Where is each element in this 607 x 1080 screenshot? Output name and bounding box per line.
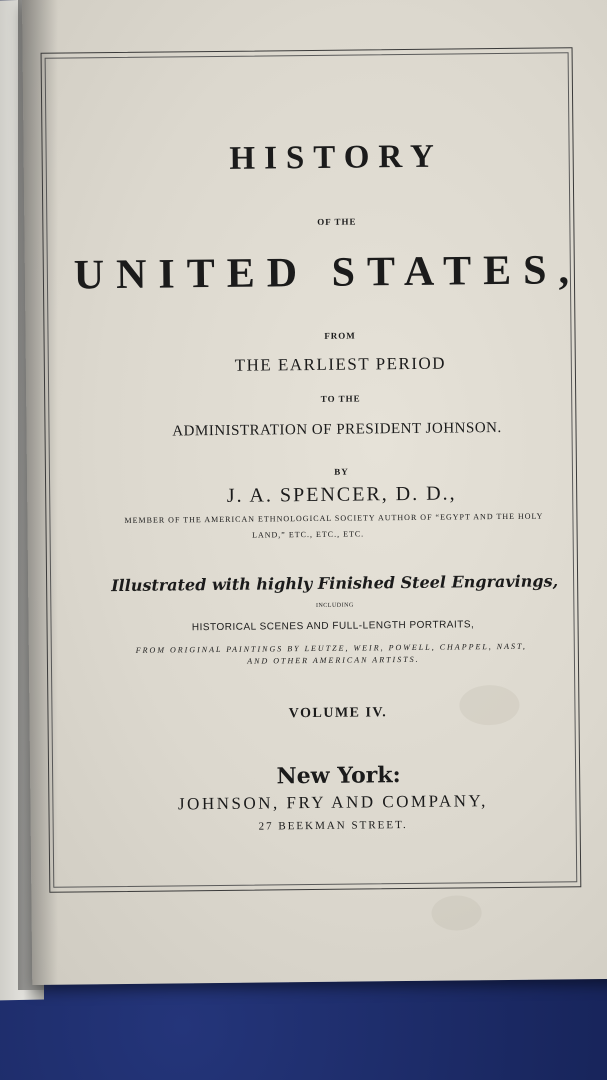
artists-line1: FROM ORIGINAL PAINTINGS BY LEUTZE, WEIR, POWELL, CHAPPEL, NAST, bbox=[135, 641, 527, 655]
title-page bbox=[22, 0, 607, 985]
scenes-note: HISTORICAL SCENES AND FULL-LENGTH PORTRAITS, bbox=[191, 619, 475, 634]
period-end: ADMINISTRATION OF PRESIDENT JOHNSON. bbox=[172, 420, 502, 440]
illustrations-note: Illustrated with highly Finished Steel Engravings, bbox=[111, 571, 559, 596]
including-label: INCLUDING bbox=[315, 602, 354, 609]
of-the-label: OF THE bbox=[317, 216, 357, 227]
book-title: HISTORY bbox=[229, 138, 444, 177]
author-name: J. A. SPENCER, D. D., bbox=[226, 482, 457, 507]
publisher-name: JOHNSON, FRY AND COMPANY, bbox=[177, 791, 488, 814]
book-subject: UNITED STATES, bbox=[73, 247, 582, 299]
publisher-address: 27 BEEKMAN STREET. bbox=[258, 819, 408, 833]
period-start: THE EARLIEST PERIOD bbox=[234, 353, 447, 375]
artists-line2: AND OTHER AMERICAN ARTISTS. bbox=[247, 654, 420, 666]
by-label: BY bbox=[334, 466, 349, 477]
to-the-label: TO THE bbox=[320, 393, 361, 404]
author-credentials-line1: MEMBER OF THE AMERICAN ETHNOLOGICAL SOCIETY AUTHOR OF “EGYPT AND THE HOLY bbox=[124, 511, 544, 525]
from-label: FROM bbox=[324, 330, 356, 341]
volume-number: VOLUME IV. bbox=[288, 705, 388, 722]
author-credentials-line2: LAND,” ETC., ETC., ETC. bbox=[252, 529, 365, 540]
paper-stain bbox=[431, 895, 481, 931]
publication-city: New York: bbox=[276, 762, 401, 790]
gutter-shadow bbox=[18, 0, 58, 990]
